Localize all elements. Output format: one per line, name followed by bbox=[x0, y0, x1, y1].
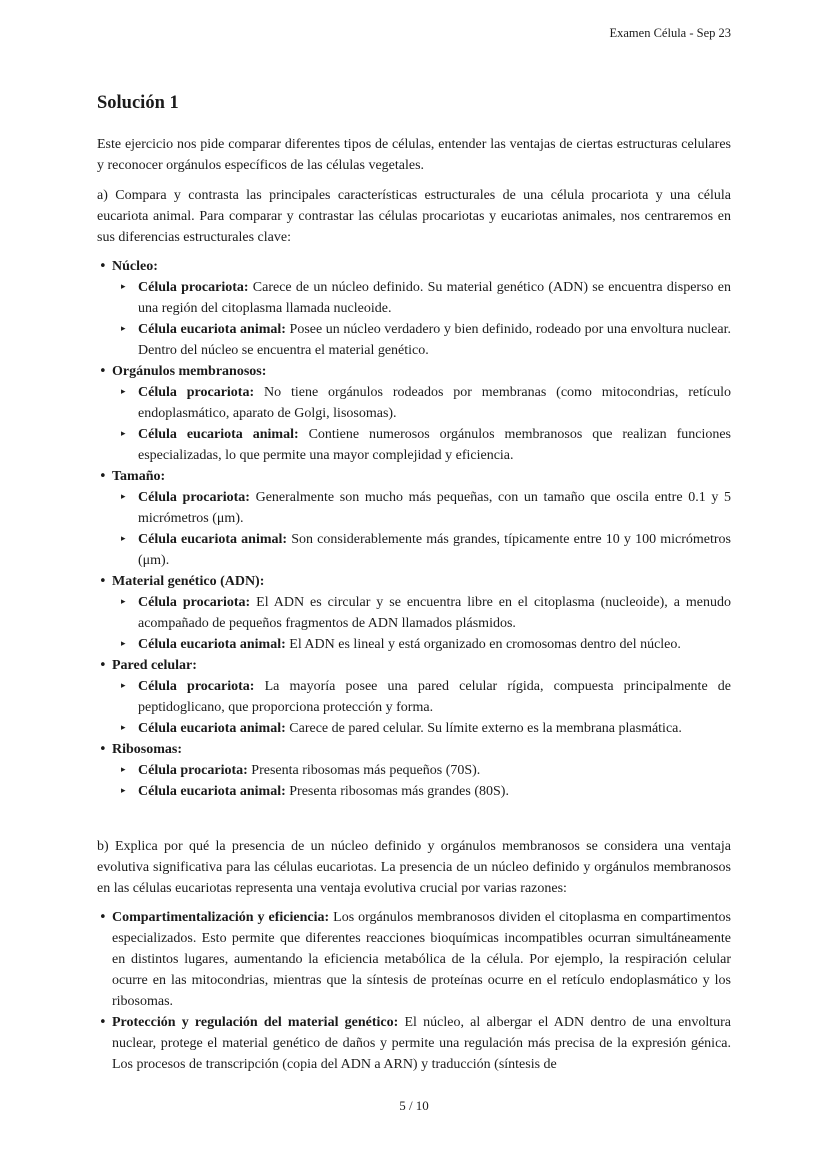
triangle-bullet-icon: ▸ bbox=[121, 639, 126, 649]
list-item bbox=[97, 655, 731, 739]
item-label: Compartimentalización y eficiencia: bbox=[112, 910, 330, 925]
sub-list-item bbox=[112, 529, 731, 571]
sub-list bbox=[112, 277, 731, 361]
triangle-bullet-icon: ▸ bbox=[121, 282, 126, 292]
part-a-paragraph: a) Compara y contrasta las principales características estructurales de una célula procariota y una célula eucariota animal. Para comparar y contrastar las células procariotas y eucariotas animales, nos centraremos en sus diferencias estructurales clave: bbox=[97, 188, 731, 245]
sub-list-item bbox=[112, 592, 731, 634]
document-body bbox=[97, 0, 731, 1075]
list-item bbox=[97, 466, 731, 571]
item-text: Carece de un núcleo definido. Su material genético (ADN) se encuentra disperso en una región del citoplasma llamada nucleoide. bbox=[138, 280, 731, 316]
item-term: Núcleo: bbox=[112, 259, 158, 274]
triangle-bullet-icon: ▸ bbox=[121, 681, 126, 691]
part-a-list bbox=[97, 256, 731, 802]
item-text: Contiene numerosos orgánulos membranosos que realizan funciones especializadas, lo que permite una mayor complejidad y eficiencia. bbox=[138, 427, 732, 463]
bullet-icon: • bbox=[99, 259, 107, 274]
triangle-bullet-icon: ▸ bbox=[121, 597, 126, 607]
item-label: Célula eucariota animal: bbox=[138, 784, 286, 799]
page-header-text: Examen Célula - Sep 23 bbox=[609, 26, 731, 40]
bullet-icon: • bbox=[99, 364, 107, 379]
sub-list-item bbox=[112, 781, 731, 802]
item-text: Carece de pared celular. Su límite externo es la membrana plasmática. bbox=[289, 721, 682, 736]
sub-list-item bbox=[112, 676, 731, 718]
item-text: Posee un núcleo verdadero y bien definido, rodeado por una envoltura nuclear. Dentro del núcleo se encuentra el material genético. bbox=[138, 322, 732, 358]
page-number: 5 / 10 bbox=[399, 1098, 429, 1113]
item-label: Célula procariota: bbox=[138, 385, 255, 400]
bullet-icon: • bbox=[99, 469, 107, 484]
sub-list-item bbox=[112, 277, 731, 319]
item-text: Los orgánulos membranosos dividen el citoplasma en compartimentos especializados. Esto permite que diferentes reacciones bioquímicas incompatibles ocurran simultáneamente en distintos lugares, aumentando la eficiencia metabólica de la célula. Por ejemplo, la respiración celular ocurre en las mitocondrias, mientras que la síntesis de proteínas ocurre en el retículo endoplasmático y los ribosomas. bbox=[112, 910, 731, 1009]
sub-list-item bbox=[112, 319, 731, 361]
item-text: Presenta ribosomas más grandes (80S). bbox=[289, 784, 509, 799]
page-title: Solución 1 bbox=[97, 93, 179, 113]
list-item bbox=[97, 1012, 731, 1075]
bullet-icon: • bbox=[99, 574, 107, 589]
item-term: Ribosomas: bbox=[112, 742, 183, 757]
item-label: Célula procariota: bbox=[138, 280, 249, 295]
triangle-bullet-icon: ▸ bbox=[121, 723, 126, 733]
part-b-list bbox=[97, 907, 731, 1075]
item-text: Son considerablemente más grandes, típicamente entre 10 y 100 micrómetros (μm). bbox=[138, 532, 731, 568]
sub-list-item bbox=[112, 634, 731, 655]
item-text: El ADN es lineal y está organizado en cromosomas dentro del núcleo. bbox=[289, 637, 681, 652]
list-item bbox=[97, 256, 731, 361]
item-term: Orgánulos membranosos: bbox=[112, 364, 267, 379]
bullet-icon: • bbox=[99, 658, 107, 673]
item-term: Material genético (ADN): bbox=[112, 574, 265, 589]
item-label: Célula procariota: bbox=[138, 490, 250, 505]
item-label: Célula eucariota animal: bbox=[138, 427, 299, 442]
item-label: Célula procariota: bbox=[138, 763, 248, 778]
triangle-bullet-icon: ▸ bbox=[121, 429, 126, 439]
item-label: Célula eucariota animal: bbox=[138, 322, 286, 337]
bullet-icon: • bbox=[99, 1015, 107, 1030]
item-label: Célula procariota: bbox=[138, 679, 255, 694]
item-label: Célula eucariota animal: bbox=[138, 637, 286, 652]
list-item bbox=[97, 739, 731, 802]
part-b-paragraph: b) Explica por qué la presencia de un núcleo definido y orgánulos membranosos se considera una ventaja evolutiva significativa para las células eucariotas. La presencia de un núcleo definido y orgánulos membranosos en las células eucariotas representa una ventaja evolutiva crucial por varias razones: bbox=[97, 839, 731, 896]
bullet-icon: • bbox=[99, 910, 107, 925]
list-item bbox=[97, 907, 731, 1012]
sub-list-item bbox=[112, 718, 731, 739]
sub-list-item bbox=[112, 487, 731, 529]
sub-list bbox=[112, 676, 731, 739]
list-item bbox=[97, 361, 731, 466]
triangle-bullet-icon: ▸ bbox=[121, 492, 126, 502]
item-label: Célula procariota: bbox=[138, 595, 251, 610]
sub-list-item bbox=[112, 382, 731, 424]
item-text: El ADN es circular y se encuentra libre en el citoplasma (nucleoide), a menudo acompañado de pequeños fragmentos de ADN llamados plásmidos. bbox=[138, 595, 731, 631]
triangle-bullet-icon: ▸ bbox=[121, 534, 126, 544]
item-label: Célula eucariota animal: bbox=[138, 532, 288, 547]
item-term: Tamaño: bbox=[112, 469, 166, 484]
sub-list-item bbox=[112, 424, 731, 466]
triangle-bullet-icon: ▸ bbox=[121, 324, 126, 334]
item-label: Protección y regulación del material genético: bbox=[112, 1015, 399, 1030]
sub-list bbox=[112, 760, 731, 802]
item-term: Pared celular: bbox=[112, 658, 197, 673]
triangle-bullet-icon: ▸ bbox=[121, 765, 126, 775]
item-text: El núcleo, al albergar el ADN dentro de una envoltura nuclear, protege el material genético de daños y permite una regulación más precisa de la expresión génica. Los procesos de transcripción (copia del ADN a ARN) y traducción (síntesis de bbox=[112, 1015, 731, 1072]
triangle-bullet-icon: ▸ bbox=[121, 786, 126, 796]
item-text: Presenta ribosomas más pequeños (70S). bbox=[251, 763, 481, 778]
sub-list bbox=[112, 487, 731, 571]
item-text: Generalmente son mucho más pequeñas, con un tamaño que oscila entre 0.1 y 5 micrómetros (μm). bbox=[138, 490, 732, 526]
sub-list bbox=[112, 382, 731, 466]
sub-list-item bbox=[112, 760, 731, 781]
item-text: No tiene orgánulos rodeados por membranas (como mitocondrias, retículo endoplasmático, aparato de Golgi, lisosomas). bbox=[138, 385, 731, 421]
triangle-bullet-icon: ▸ bbox=[121, 387, 126, 397]
item-label: Célula eucariota animal: bbox=[138, 721, 286, 736]
list-item bbox=[97, 571, 731, 655]
sub-list bbox=[112, 592, 731, 655]
bullet-icon: • bbox=[99, 742, 107, 757]
item-text: La mayoría posee una pared celular rígida, compuesta principalmente de peptidoglicano, que proporciona protección y forma. bbox=[138, 679, 732, 715]
intro-paragraph: Este ejercicio nos pide comparar diferentes tipos de células, entender las ventajas de ciertas estructuras celulares y reconocer orgánulos específicos de las células vegetales. bbox=[97, 137, 731, 173]
